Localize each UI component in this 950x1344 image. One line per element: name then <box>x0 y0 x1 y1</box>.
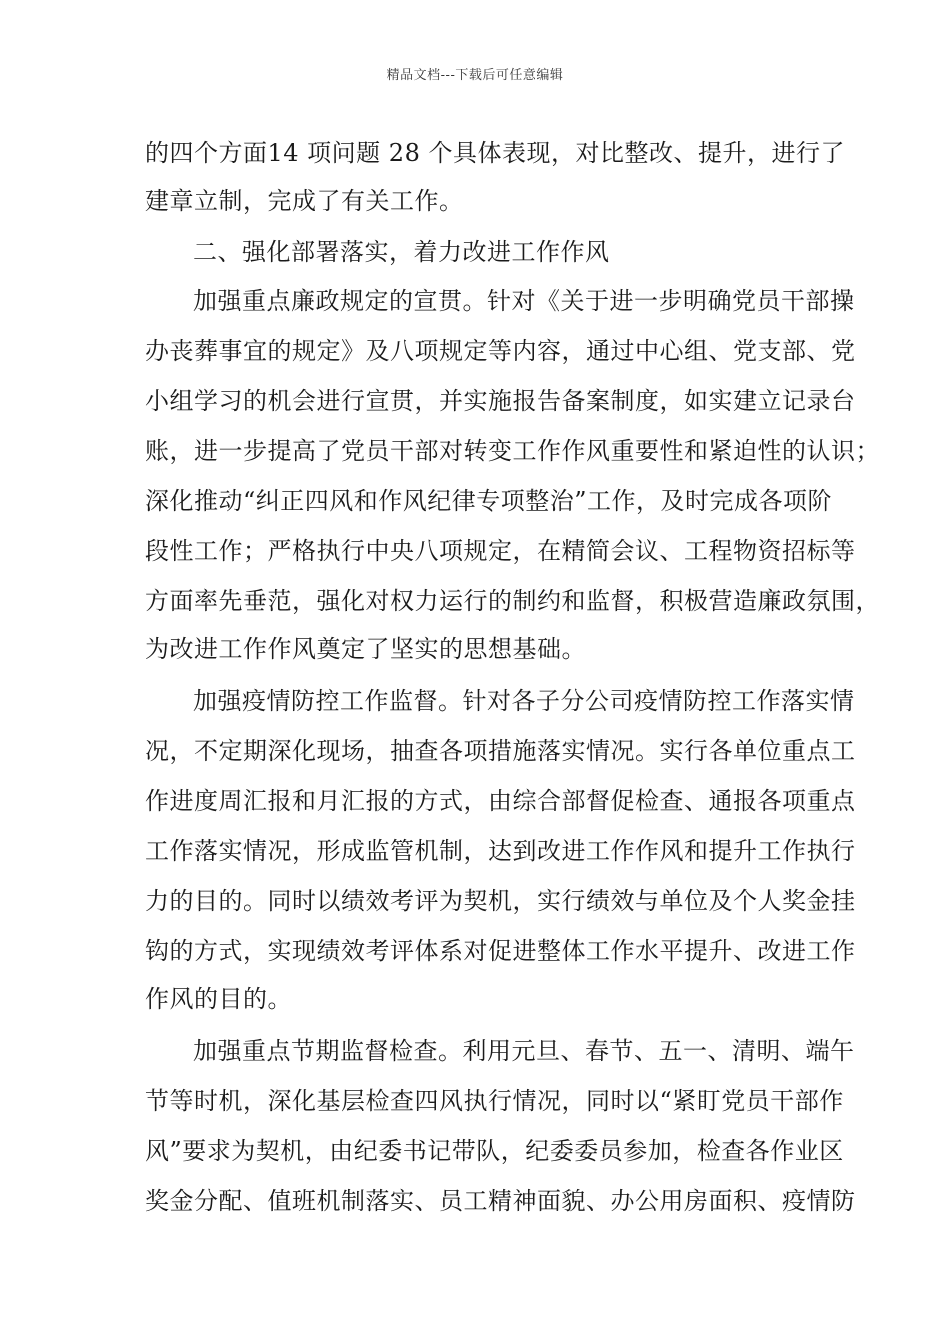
text-line: 为改进工作作风奠定了坚实的思想基础。 <box>145 635 586 663</box>
text-line: 的四个方面14 项问题 28 个具体表现，对比整改、提升，进行了 <box>145 139 845 167</box>
text-line: 深化推动“纠正四风和作风纪律专项整治”工作，及时完成各项阶 <box>145 487 833 515</box>
text-line: 账，进一步提高了党员干部对转变工作作风重要性和紧迫性的认识； <box>145 437 880 465</box>
text-line: 奖金分配、值班机制落实、员工精神面貌、办公用房面积、疫情防 <box>145 1187 856 1215</box>
paragraph-first-line: 加强重点节期监督检查。利用元旦、春节、五一、清明、端午 <box>193 1037 855 1065</box>
text-line: 风”要求为契机，由纪委书记带队，纪委委员参加，检查各作业区 <box>145 1137 844 1165</box>
page-header: 精品文档---下载后可任意编辑 <box>386 68 564 83</box>
text-line: 节等时机，深化基层检查四风执行情况，同时以“紧盯党员干部作 <box>145 1087 844 1115</box>
text-line: 作风的目的。 <box>145 985 292 1013</box>
text-line: 方面率先垂范，强化对权力运行的制约和监督，积极营造廉政氛围， <box>145 587 880 615</box>
paragraph-first-line: 加强重点廉政规定的宣贯。针对《关于进一步明确党员干部操 <box>193 287 855 315</box>
text-line: 作进度周汇报和月汇报的方式，由综合部督促检查、通报各项重点 <box>145 787 856 815</box>
text-line: 钩的方式，实现绩效考评体系对促进整体工作水平提升、改进工作 <box>145 937 856 965</box>
text-line: 小组学习的机会进行宣贯，并实施报告备案制度，如实建立记录台 <box>145 387 856 415</box>
text-line: 力的目的。同时以绩效考评为契机，实行绩效与单位及个人奖金挂 <box>145 887 856 915</box>
text-line: 段性工作；严格执行中央八项规定，在精简会议、工程物资招标等 <box>145 537 856 565</box>
text-line: 况，不定期深化现场，抽查各项措施落实情况。实行各单位重点工 <box>145 737 856 765</box>
text-line: 建章立制，完成了有关工作。 <box>145 187 464 215</box>
text-line: 工作落实情况，形成监管机制，达到改进工作作风和提升工作执行 <box>145 837 856 865</box>
paragraph-first-line: 加强疫情防控工作监督。针对各子分公司疫情防控工作落实情 <box>193 687 855 715</box>
text-line: 办丧葬事宜的规定》及八项规定等内容，通过中心组、党支部、党 <box>145 337 856 365</box>
section-heading: 二、强化部署落实，着力改进工作作风 <box>193 238 610 266</box>
